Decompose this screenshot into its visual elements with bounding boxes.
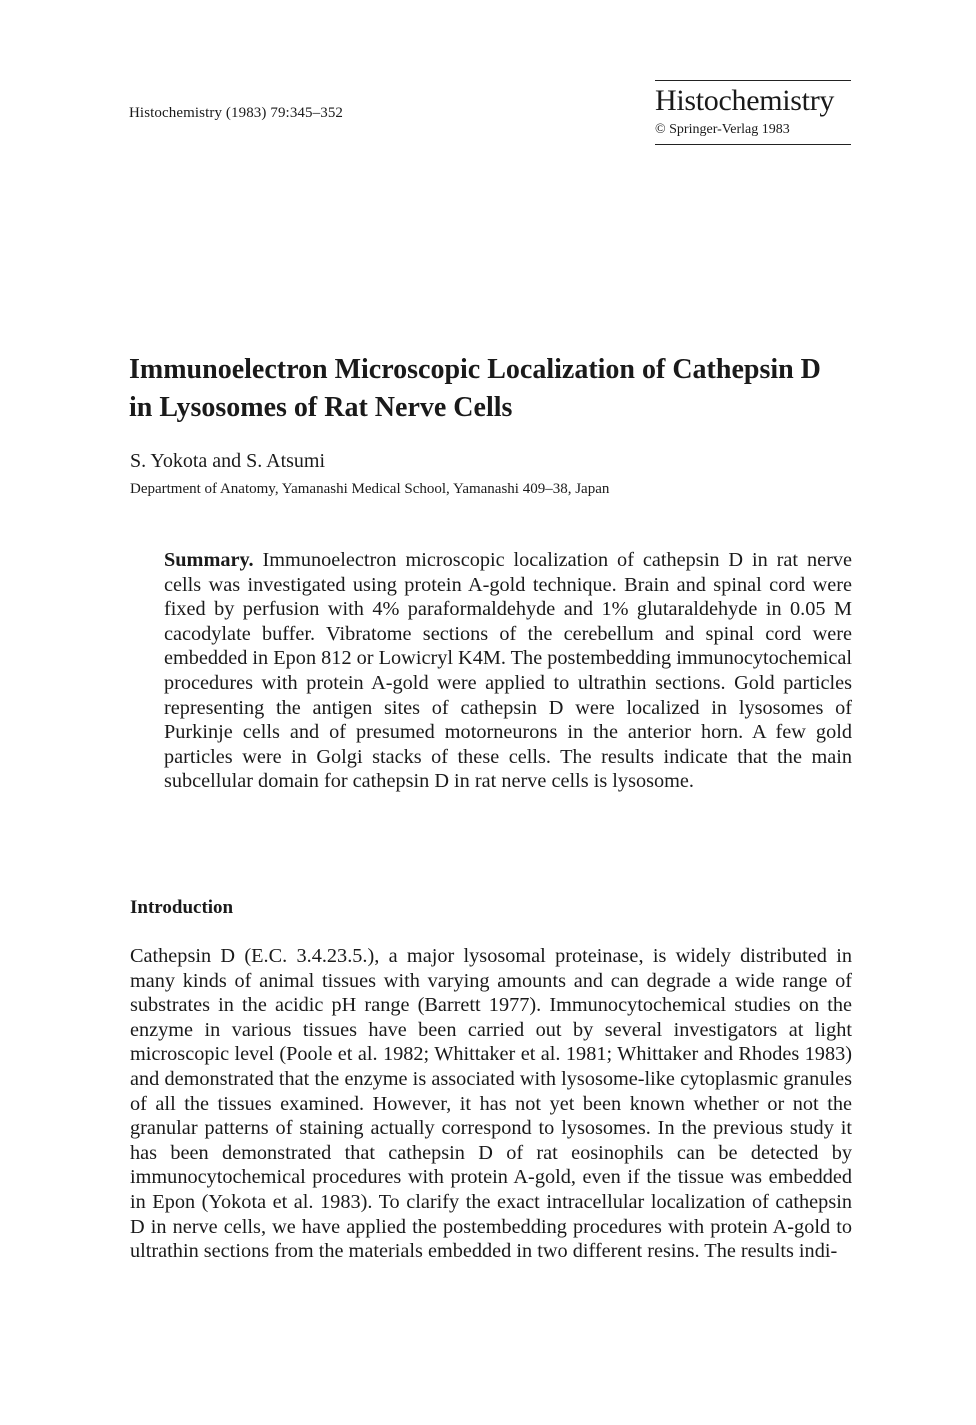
- author-list: S. Yokota and S. Atsumi: [130, 450, 326, 472]
- copyright-notice: © Springer-Verlag 1983: [655, 122, 790, 137]
- journal-citation: Histochemistry (1983) 79:345–352: [129, 105, 344, 121]
- summary-label: Summary.: [164, 549, 254, 571]
- summary-paragraph: [164, 548, 852, 794]
- introduction-paragraph: Cathepsin D (E.C. 3.4.23.5.), a major lysosomal proteinase, is widely distributed in many kinds of animal tissues with varying amounts and can degrade a wide range of substrates in the acidic pH range (Barrett 1977). Immunocytochemical studies on the enzyme in various tissues have been carried out by several investigators at light microscopic level (Poole et al. 1982; Whittaker et al. 1981; Whittaker and Rhodes 1983) and demonstrated that the enzyme is associated with lysosome-like cytoplasmic granules of all the tissues examined. However, it has not yet been known whether or not the granular patterns of staining actually correspond to lysosomes. In the previous study it has been demonstrated that cathepsin D of rat eosinophils can be detected by immunocytochemical procedures with protein A-gold, even if the tissue was embedded in Epon (Yokota et al. 1983). To clarify the exact intracellular localization of cathepsin D in nerve cells, we have applied the postembedding procedures with protein A-gold to ultrathin sections from the materials embedded in two different resins. The results indi-: [130, 945, 852, 1263]
- article-title: Immunoelectron Microscopic Localization of Cathepsin D in Lysosomes of Rat Nerve Cells: [129, 354, 821, 423]
- journal-masthead: [655, 80, 851, 145]
- introduction-heading: Introduction: [130, 897, 234, 918]
- journal-name: Histochemistry: [655, 84, 835, 117]
- summary-text: Immunoelectron microscopic localization of cathepsin D in rat nerve cells was investigated using protein A-gold technique. Brain and spinal cord were fixed by perfusion with 4% paraformaldehyde and 1% glutaraldehyde in 0.05 M cacodylate buffer. Vibratome sections of the cerebellum and spinal cord were embedded in Epon 812 or Lowicryl K4M. The postembedding immunocytochemical procedures with protein A-gold were applied to ultrathin sections. Gold particles representing the antigen sites of cathepsin D were localized in lysosomes of Purkinje cells and of presumed motorneurons in the anterior horn. A few gold particles were in Golgi stacks of these cells. The results indicate that the main subcellular domain for cathepsin D in rat nerve cells is lysosome.: [164, 549, 853, 793]
- author-affiliation: Department of Anatomy, Yamanashi Medical School, Yamanashi 409–38, Japan: [130, 481, 610, 497]
